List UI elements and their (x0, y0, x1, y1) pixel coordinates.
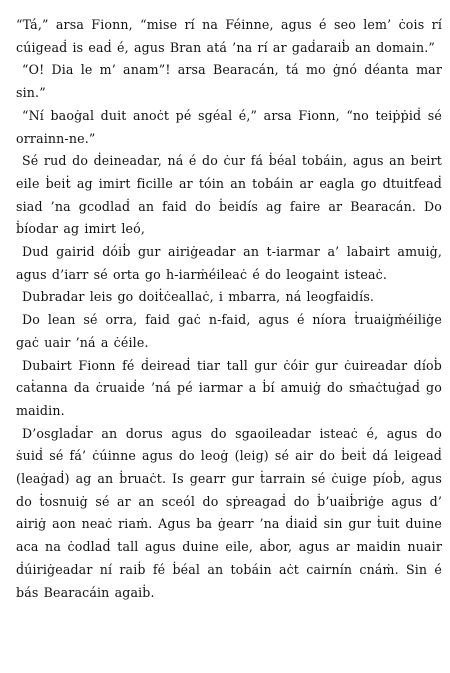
paragraph-5: Dud gairid dóiḃ gur airiġeadar an t-iarmar a’ labairt amuiġ, agus d’iarr sé orta go h-iarṁéileaċ é do leogaint isteaċ. (16, 244, 442, 282)
paragraph-6: Dubradar leis go doiṫċeallaċ, i mbarra, ná leogfaidís. (22, 289, 375, 305)
paragraph-7: Do lean sé orra, faid gaċ n-faid, agus é níora ṫruaiġṁéiliġe gaċ uair ’ná a ċéile. (16, 312, 442, 350)
paragraph-8: Dubairt Fionn fé ḋeireaḋ tiar tall gur ċóir gur ċuireadar díoḃ caṫanna da ċruaiḋe ’ná pé iarmar a ḃí amuiġ do sṁaċtuġaḋ go maidin. (16, 357, 442, 418)
story-text (16, 14, 442, 604)
paragraph-2: “O! Dia le m’ anam”! arsa Bearacán, tá mo ġnó déanta mar sin.” (16, 62, 442, 101)
paragraph-4: Sé rud do ḋeineadar, ná é do ċur fá ḃéal tobáin, agus an beirt eile ḃeiṫ ag imirt ficille ar tóin an tobáin ar eagla go dtuitfeaḋ siad ’na gcodlaḋ an faid do ḃeidís ag faire ar Bearacán. Do ḃíodar ag imirt leó, (16, 153, 442, 237)
paragraph-9: D’osglaḋar an dorus agus do sgaoileadar isteaċ é, agus do ṡuiḋ sé fá’ ċúinne agus do leoġ (leig) sé air do ḃeiṫ dá leigeaḋ (leaġaḋ) ag an ḃruaċt. Is gearr gur ṫarrain sé ċuige píoḃ, agus do ṫosnuiġ sé ar an sceól do sṗreagaḋ do ḃ’uaiḃriġe agus d’ airiġ aon neaċ riaṁ. Agus ba ġearr ’na ḋiaiḋ sin gur ṫuit duine aca na ċodlaḋ tall agus duine eile, aḃor, agus ar maidin nuair ḋúiriġeadar ní raiḃ fé ḃéal an tobáin aċt cairnín cnáṁ. Sin é bás Bearacáin agaiḃ. (16, 425, 442, 600)
paragraph-1: “Tá,” arsa Fionn, “mise rí na Féinne, agus é seo lem’ ċois rí cúigeaḋ is eaḋ é, agus Bran atá ’na rí ar gaḋaraiḃ an domain.” (16, 17, 442, 55)
paragraph-3: “Ní baoġal duit anoċt pé sgéal é,” arsa Fionn, “no teiṗṗiḋ sé orrainn-ne.” (16, 107, 442, 146)
